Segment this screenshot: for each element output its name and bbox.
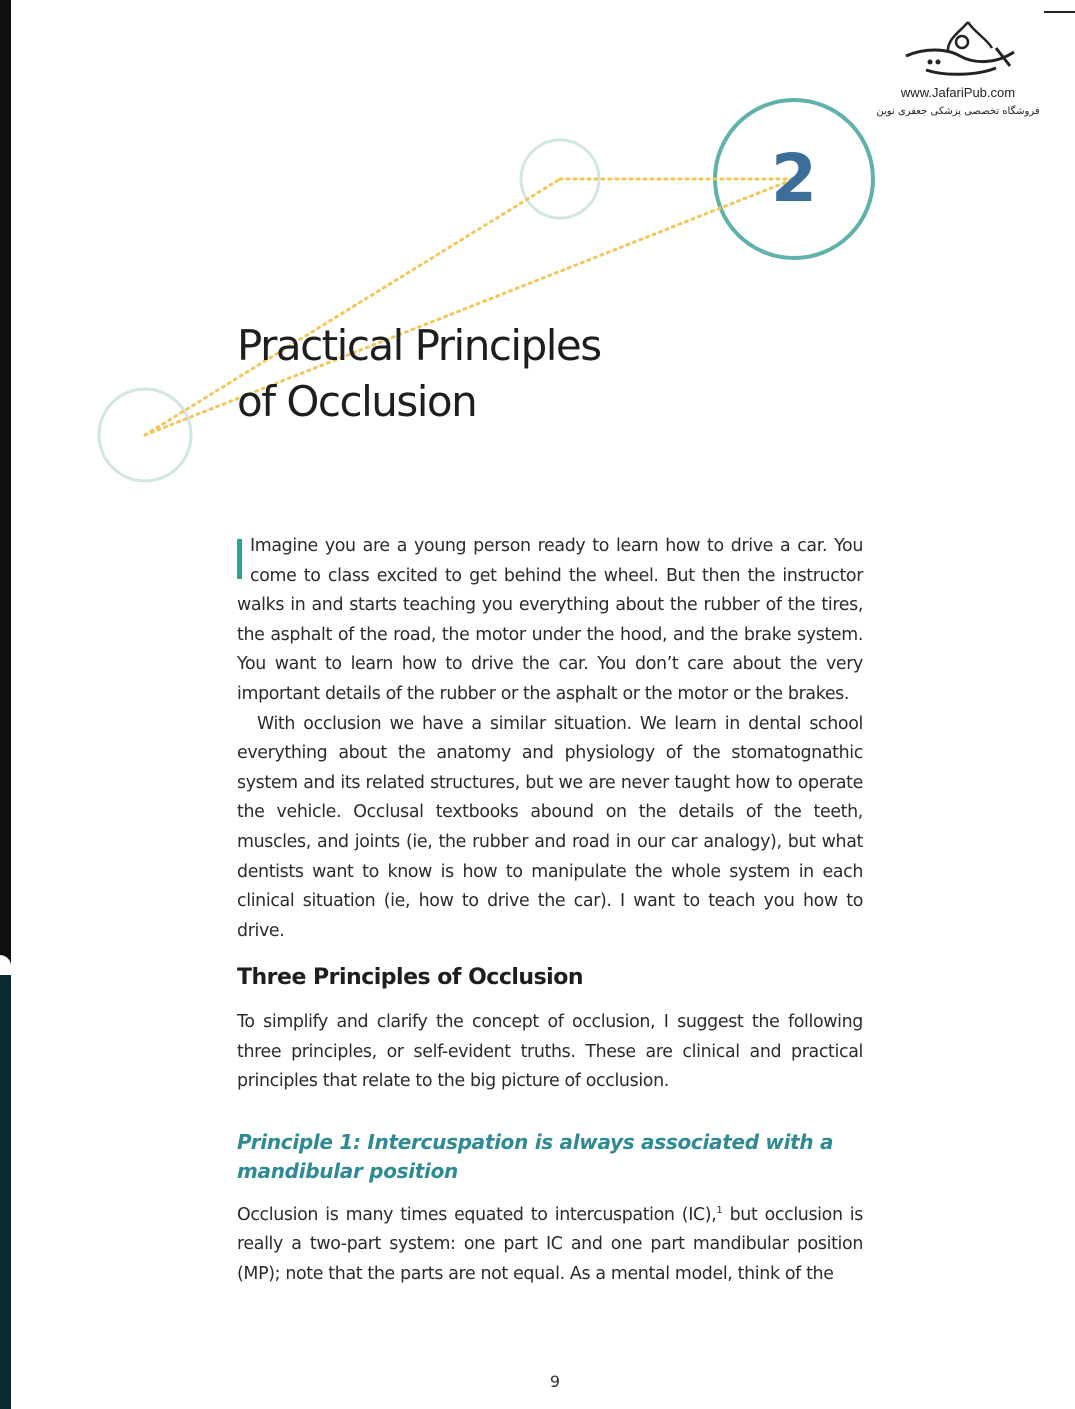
chapter-title — [237, 318, 601, 430]
section-paragraph: To simplify and clarify the concept of occlusion, I suggest the following three principles, or self-evident truths. These are clinical and practical principles that relate to the big picture of occlusion. — [237, 1012, 863, 1092]
publisher-logo — [868, 18, 1048, 117]
intro-paragraph-1 — [237, 532, 863, 710]
chapter-number: 2 — [771, 140, 817, 217]
principle-1-paragraph — [237, 1196, 863, 1290]
logo-tagline: فروشگاه تخصصی پزشکی جعفری نوین — [876, 106, 1040, 117]
intro-body — [237, 532, 863, 946]
principle-1-heading: Principle 1: Intercuspation is always associated with a mandibular position — [237, 1130, 834, 1183]
principle-1-text-b: but occlusion is really a two-part system: one part IC and one part mandibular position (MP); note that the parts are not equal. As a mental model, think of the — [237, 1204, 863, 1284]
reference-superscript: 1 — [716, 1205, 723, 1216]
intro-paragraph-1-text: Imagine you are a young person ready to learn how to drive a car. You come to class excited to get behind the wheel. But then the instructor walks in and starts teaching you everything about the rubber of the tires, the asphalt of the road, the motor under the hood, and the brake system. You want to learn how to drive the car. You don’t care about the very important details of the rubber or the asphalt or the motor or the brakes. — [237, 536, 863, 704]
chapter-title-line-1: Practical Principles — [237, 321, 601, 370]
principle-1-text-a: Occlusion is many times equated to intercuspation (IC), — [237, 1204, 717, 1225]
chapter-title-line-2: of Occlusion — [237, 377, 477, 426]
section-body — [237, 1008, 863, 1097]
section-heading: Three Principles of Occlusion — [237, 965, 583, 990]
drop-cap-bar — [237, 539, 242, 579]
intro-paragraph-2: With occlusion we have a similar situation. We learn in dental school everything about the anatomy and physiology of the stomatognathic system and its related structures, but we are never taught how to operate the vehicle. Occlusal textbooks abound on the details of the teeth, muscles, and joints (ie, the rubber and road in our car analogy), but what dentists want to know is how to manipulate the whole system in each clinical situation (ie, how to drive the car). I want to teach you how to drive. — [237, 713, 863, 941]
logo-calligraphy-icon — [896, 18, 1020, 80]
logo-url: www.JafariPub.com — [900, 85, 1016, 100]
principle-1-body — [237, 1196, 863, 1290]
page-number: 9 — [549, 1372, 561, 1391]
